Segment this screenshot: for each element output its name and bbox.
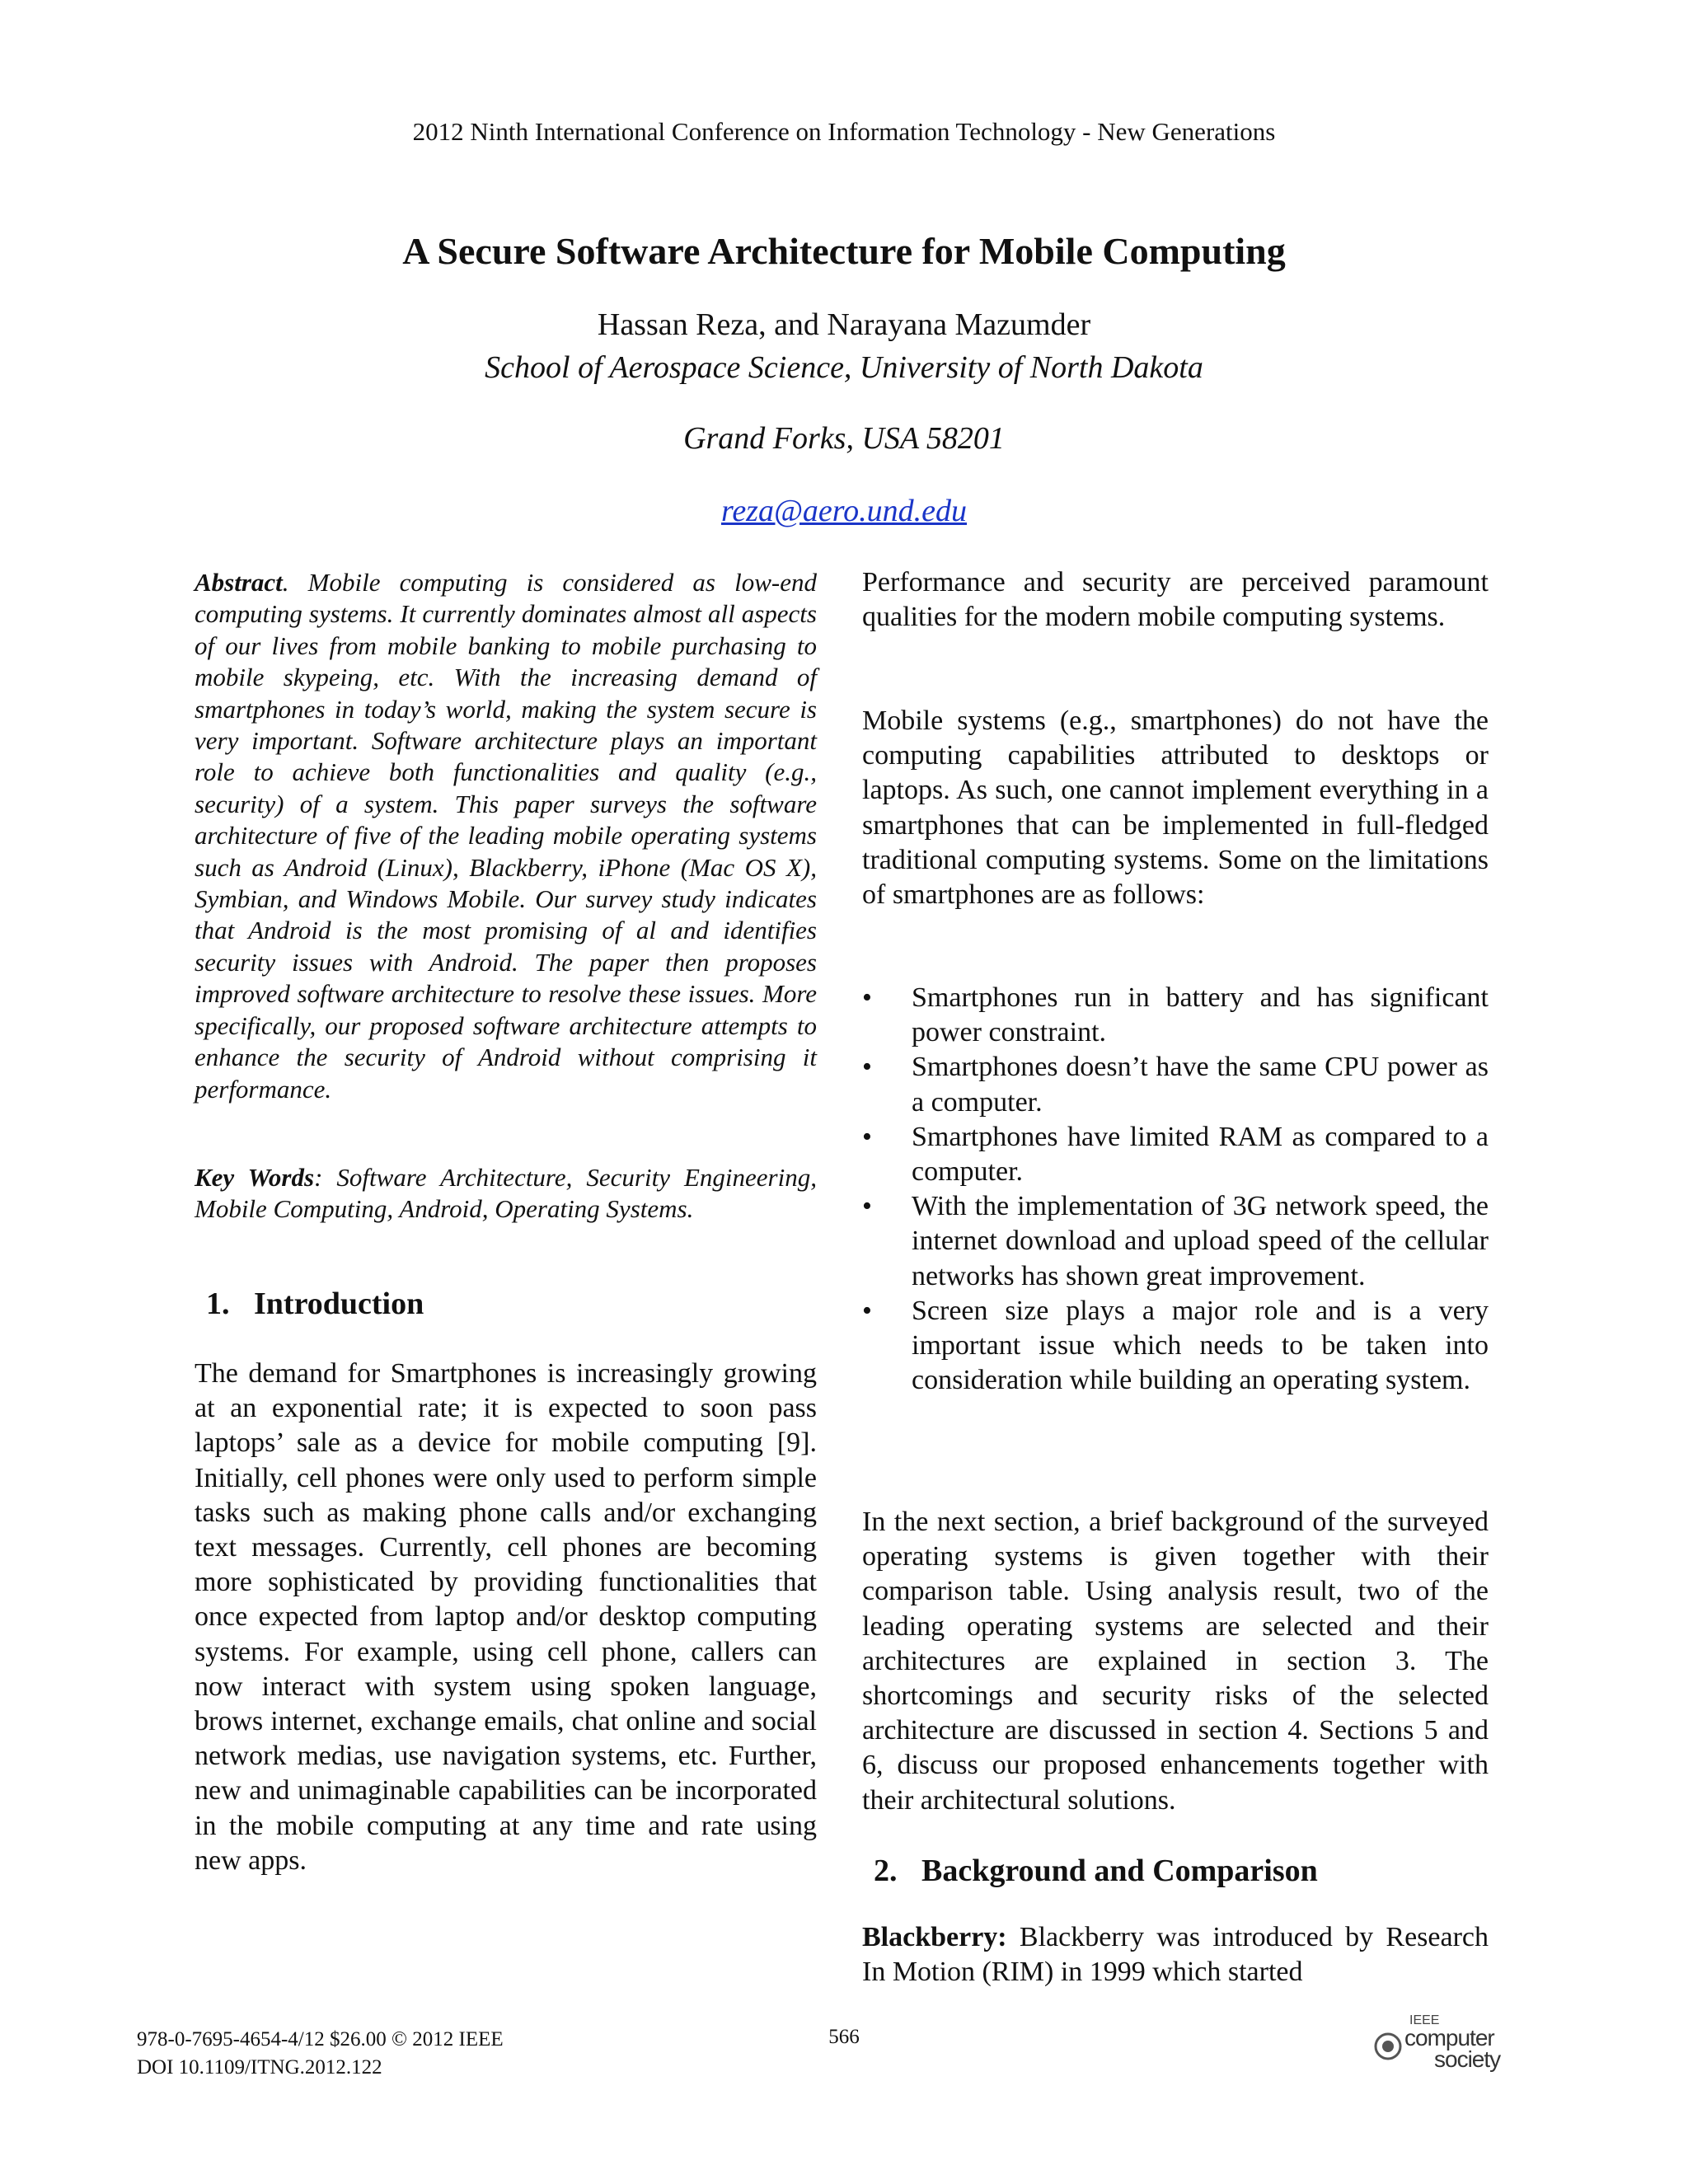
- keywords-text: : Software Architecture, Security Engineering, Mobile Computing, Android, Operating Systems.: [195, 1163, 817, 1224]
- keywords: [195, 1162, 817, 1226]
- isbn: 978-0-7695-4654-4/12 $26.00 © 2012 IEEE: [137, 2028, 504, 2050]
- list-item: • Screen size plays a major role and is a very important issue which needs to be taken into consideration while building an operating system.: [862, 1295, 1489, 1396]
- bullet-icon: •: [862, 1295, 872, 1326]
- email-link[interactable]: reza@aero.und.edu: [720, 494, 968, 528]
- limitations-list: [862, 981, 1489, 1398]
- logo-computer-text: computer: [1404, 2025, 1494, 2050]
- abstract-label: Abstract: [195, 568, 283, 597]
- ieee-computer-society-logo: [1368, 2013, 1517, 2071]
- paper-title: A Secure Software Architecture for Mobile Computing: [402, 230, 1286, 272]
- list-item: • Smartphones have limited RAM as compared to a computer.: [862, 1121, 1489, 1188]
- section-heading-introduction: [195, 1286, 817, 1322]
- right-paragraph-1: Performance and security are perceived paramount qualities for the modern mobile computing systems.: [862, 567, 1489, 633]
- bullet-icon: •: [862, 1191, 872, 1222]
- authors: Hassan Reza, and Narayana Mazumder: [597, 307, 1091, 342]
- section-title: Introduction: [254, 1286, 424, 1321]
- list-item: • With the implementation of 3G network speed, the internet download and upload speed of the cellular networks has shown great improvement.: [862, 1191, 1489, 1291]
- bullet-icon: •: [862, 1052, 872, 1083]
- introduction-paragraph: The demand for Smartphones is increasingly growing at an exponential rate; it is expected to soon pass laptops’ sale as a device for mobile computing [9]. Initially, cell phones were only used to perform simple tasks such as making phone calls and/or exchanging text messages. Currently, cell phones are becoming more sophisticated by providing functionalities that once expected from laptop and/or desktop computing systems. For example, using cell phone, callers can now interact with system using spoken language, brows internet, exchange emails, chat online and social network medias, use navigation systems, etc. Further, new and unimaginable capabilities can be incorporated in the mobile computing at any time and rate using new apps.: [195, 1358, 817, 1876]
- section-heading-background: [862, 1853, 1489, 1889]
- logo-mark-icon: [1373, 2032, 1403, 2061]
- list-item: • Smartphones run in battery and has significant power constraint.: [862, 982, 1489, 1048]
- bullet-icon: •: [862, 1121, 872, 1152]
- blackberry-paragraph: [862, 1920, 1489, 1990]
- page-number: 566: [828, 2026, 860, 2048]
- city: Grand Forks, USA 58201: [683, 421, 1005, 456]
- abstract-text: . Mobile computing is considered as low-end computing systems. It currently dominates almost all aspects of our lives from mobile banking to mobile purchasing to mobile skypeing, etc. With the increasing demand of smartphones in today’s world, making the system secure is very important. Software architecture plays an important role to achieve both functionalities and quality (e.g., security) of a system. This paper surveys the software architecture of five of the leading mobile operating systems such as Android (Linux), Blackberry, iPhone (Mac OS X), Symbian, and Windows Mobile. Our survey study indicates that Android is the most promising of al and identifies security issues with Android. The paper then proposes improved software architecture to resolve these issues. More specifically, our proposed software architecture attempts to enhance the security of Android without comprising it performance.: [195, 568, 817, 1104]
- list-item: • Smartphones doesn’t have the same CPU power as a computer.: [862, 1052, 1489, 1118]
- abstract: [195, 567, 817, 1105]
- section-number: 1.: [206, 1286, 230, 1321]
- affiliation: School of Aerospace Science, University of North Dakota: [485, 350, 1203, 385]
- right-paragraph-2: Mobile systems (e.g., smartphones) do not have the computing capabilities attributed to desktops or laptops. As such, one cannot implement everything in a smartphones that can be implemented in full-fledged traditional computing systems. Some on the limitations of smartphones are as follows:: [862, 705, 1489, 911]
- email: [0, 493, 1688, 529]
- conference-name: 2012 Ninth International Conference on Information Technology - New Generations: [412, 117, 1276, 146]
- keywords-label: Key Words: [195, 1163, 315, 1192]
- logo-ieee-text: IEEE: [1409, 2013, 1440, 2027]
- section-title: Background and Comparison: [921, 1854, 1318, 1888]
- right-paragraph-3: In the next section, a brief background of the surveyed operating systems is given together with their comparison table. Using analysis result, two of the leading operating systems are selected and their architectures are explained in section 3. The shortcomings and security risks of the selected architecture are discussed in section 4. Sections 5 and 6, discuss our proposed enhancements together with their architectural solutions.: [862, 1507, 1489, 1816]
- section-number: 2.: [874, 1854, 898, 1888]
- logo-society-text: society: [1434, 2046, 1501, 2072]
- doi: DOI 10.1109/ITNG.2012.122: [137, 2056, 382, 2079]
- bullet-icon: •: [862, 982, 872, 1013]
- blackberry-text: Blackberry was introduced by Research In Motion (RIM) in 1999 which started: [862, 1922, 1489, 1988]
- blackberry-label: Blackberry:: [862, 1922, 1007, 1952]
